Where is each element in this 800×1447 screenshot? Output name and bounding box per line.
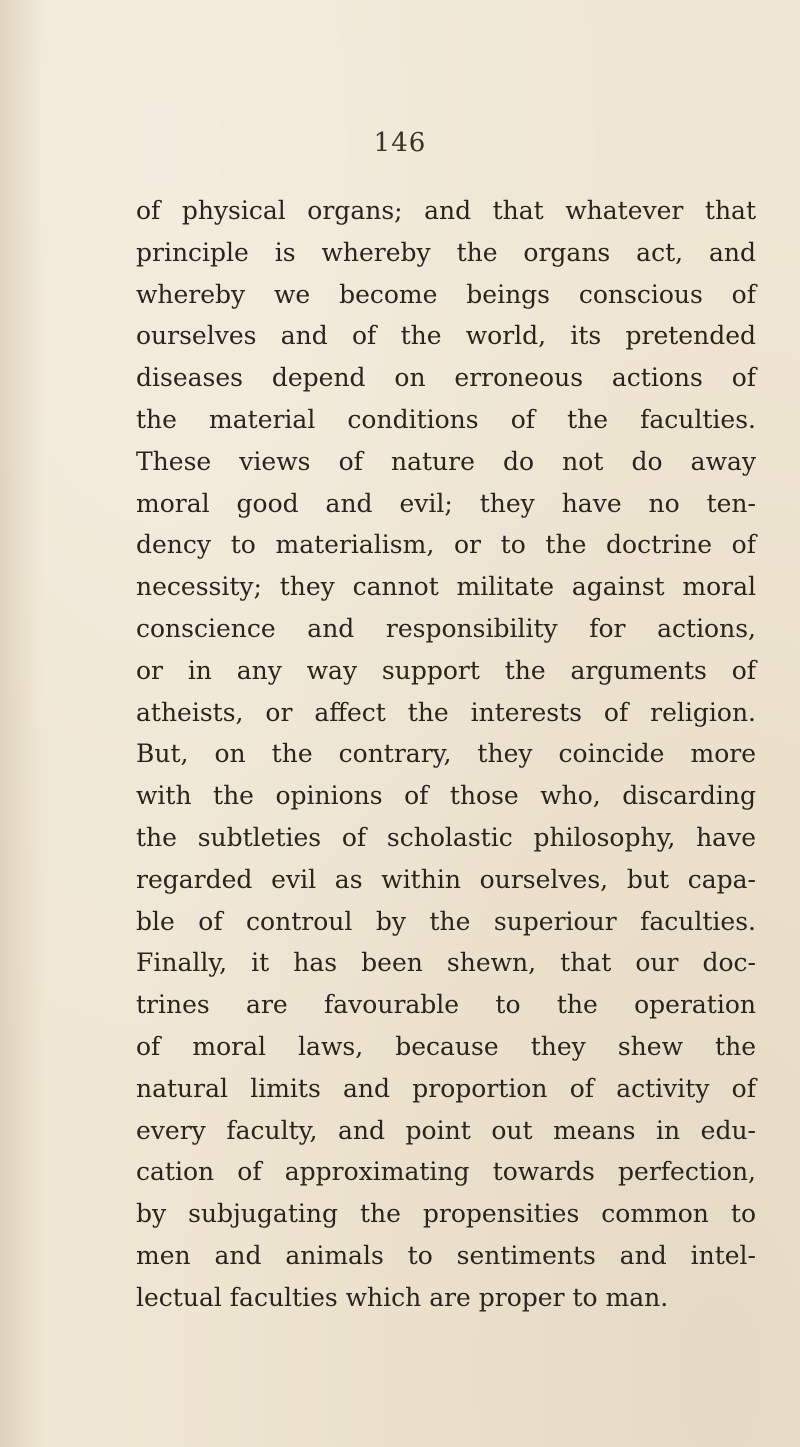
text-line: moral good and evil; they have no ten-	[136, 488, 756, 518]
text-line: whereby we become beings conscious of	[136, 279, 756, 309]
text-line: But, on the contrary, they coincide more	[136, 739, 756, 769]
text-line: every faculty, and point out means in edu-	[136, 1115, 756, 1145]
text-line: natural limits and proportion of activity of	[136, 1073, 756, 1103]
text-line: diseases depend on erroneous actions of	[136, 363, 756, 393]
text-line: or in any way support the arguments of	[136, 655, 756, 685]
text-line: with the opinions of those who, discarding	[136, 781, 756, 811]
text-line: dency to materialism, or to the doctrine of	[136, 530, 756, 560]
text-line: the material conditions of the faculties.	[136, 404, 756, 434]
text-line: Finally, it has been shewn, that our doc-	[136, 948, 756, 978]
text-line: atheists, or affect the interests of religion.	[136, 697, 756, 727]
text-line: lectual faculties which are proper to man.	[136, 1282, 669, 1312]
text-line: ourselves and of the world, its pretended	[136, 321, 756, 351]
text-line: by subjugating the propensities common to	[136, 1199, 756, 1229]
page-edge-shadow	[0, 0, 44, 1447]
text-line: These views of nature do not do away	[136, 446, 756, 476]
text-line: conscience and responsibility for actions,	[136, 613, 756, 643]
text-line: trines are favourable to the operation	[136, 990, 756, 1020]
text-line: necessity; they cannot militate against moral	[136, 572, 756, 602]
text-line: men and animals to sentiments and intel-	[136, 1240, 756, 1270]
text-line: ble of controul by the superiour faculties.	[136, 906, 756, 936]
text-line: principle is whereby the organs act, and	[136, 237, 756, 267]
body-text	[136, 190, 756, 1319]
text-line: regarded evil as within ourselves, but capa-	[136, 864, 756, 894]
text-line: of moral laws, because they shew the	[136, 1031, 756, 1061]
text-line: of physical organs; and that whatever that	[136, 196, 756, 225]
text-line: the subtleties of scholastic philosophy, have	[136, 822, 756, 852]
page-number: 146	[373, 128, 427, 158]
text-line: cation of approximating towards perfection,	[136, 1157, 756, 1187]
